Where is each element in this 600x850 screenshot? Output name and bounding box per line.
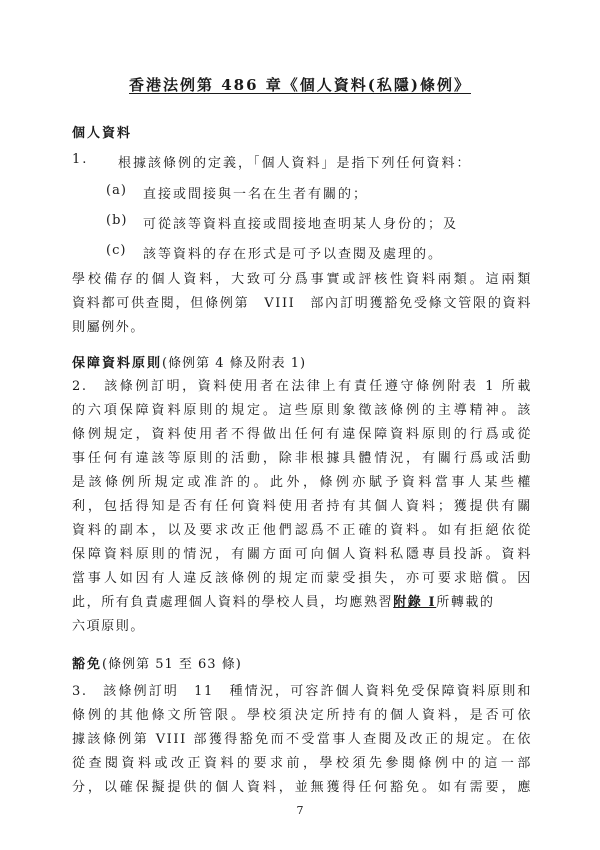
heading-reference: (條例第 4 條及附表 1) xyxy=(162,356,307,371)
list-item-mark: (a) xyxy=(106,183,127,198)
body-text: 所轉載的 xyxy=(436,595,495,610)
body-line: 利，包括得知是否有任何資料使用者持有其個人資料；獲提供有關 xyxy=(72,499,532,514)
section-heading-personal-data: 個人資料 xyxy=(72,126,133,141)
page-number: 7 xyxy=(296,804,304,817)
heading-title: 保障資料原則 xyxy=(72,356,163,371)
paragraph-intro: 根據該條例的定義，「個人資料」是指下列任何資料： xyxy=(118,156,472,171)
body-line xyxy=(72,591,532,615)
body-line: 資料的副本，以及要求改正他們認爲不正確的資料。如有拒絕依從 xyxy=(72,523,532,538)
paragraph-number: 1. xyxy=(72,152,89,167)
body-line: 條例規定，資料使用者不得做出任何有違保障資料原則的行爲或從 xyxy=(72,427,532,442)
body-line: 是該條例所規定或准許的。此外，條例亦賦予資料當事人某些權 xyxy=(72,475,532,490)
body-line: 的六項保障資料原則的規定。這些原則象徵該條例的主導精神。該 xyxy=(72,403,532,418)
section-heading-exemptions xyxy=(72,653,242,672)
body-line: 資料都可供查閱，但條例第 VIII 部內訂明獲豁免受條文管限的資料 xyxy=(72,296,532,311)
body-line: 2. 該條例訂明，資料使用者在法律上有責任遵守條例附表 1 所載 xyxy=(72,379,532,394)
body-line: 據該條例第 VIII 部獲得豁免而不受當事人查閱及改正的規定。在依 xyxy=(72,732,532,747)
body-text: 此，所有負責處理個人資料的學校人員，均應熟習 xyxy=(72,595,394,610)
list-item-text: 該等資料的存在形式是可予以查閱及處理的。 xyxy=(143,247,444,262)
body-line: 六項原則。 xyxy=(72,619,146,634)
body-line: 則屬例外。 xyxy=(72,320,146,335)
body-line: 從查閱資料或改正資料的要求前，學校須先參閱條例中的這一部 xyxy=(72,756,532,771)
list-item-mark: (c) xyxy=(106,243,127,258)
heading-title: 豁免 xyxy=(72,657,103,672)
body-line: 事任何有違該等原則的活動，除非根據具體情況，有關行爲或活動 xyxy=(72,451,532,466)
list-item-text: 可從該等資料直接或間接地查明某人身份的；及 xyxy=(143,217,459,232)
body-line: 分，以確保擬提供的個人資料，並無獲得任何豁免。如有需要，應 xyxy=(72,780,532,795)
heading-reference: (條例第 51 至 63 條) xyxy=(102,657,242,672)
body-line: 當事人如因有人違反該條例的規定而蒙受損失，亦可要求賠償。因 xyxy=(72,571,532,586)
body-line: 條例的其他條文所管限。學校須決定所持有的個人資料，是否可依 xyxy=(72,708,532,723)
page-title: 香港法例第 486 章《個人資料(私隱)條例》 xyxy=(129,76,471,94)
section-heading-principles xyxy=(72,352,306,371)
body-line: 保障資料原則的情況，有關方面可向個人資料私隱專員投訴。資料 xyxy=(72,547,532,562)
body-line: 3. 該條例訂明 11 種情況，可容許個人資料免受保障資料原則和 xyxy=(72,684,532,699)
annex-reference-link[interactable]: 附錄 I xyxy=(393,595,437,610)
list-item-text: 直接或間接與一名在生者有關的； xyxy=(143,187,369,202)
list-item-mark: (b) xyxy=(106,213,128,228)
body-line: 學校備存的個人資料，大致可分爲事實或評核性資料兩類。這兩類 xyxy=(72,272,532,287)
